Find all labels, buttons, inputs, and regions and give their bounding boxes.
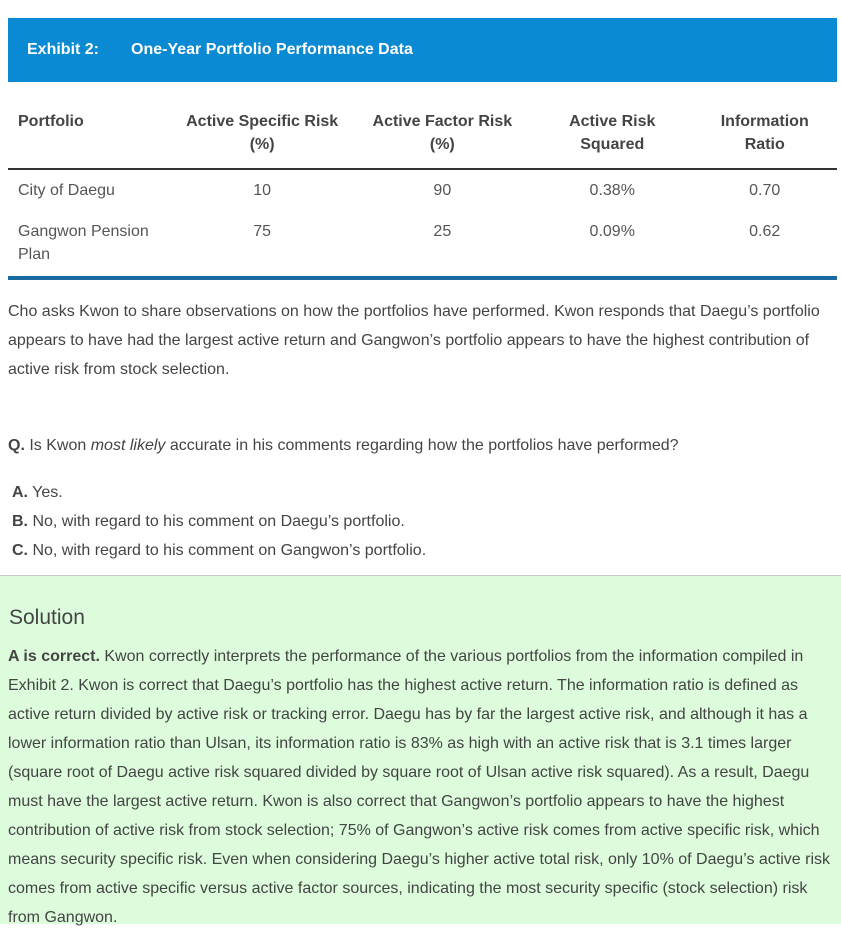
cell-active-factor-risk: 90 (433, 182, 452, 199)
answer-options (12, 478, 832, 565)
cell-information-ratio: 0.70 (749, 182, 781, 199)
solution-body (8, 642, 838, 932)
column-header-unit: (%) (429, 136, 455, 153)
cell-active-risk-squared: 0.09% (532, 211, 692, 278)
performance-table (8, 101, 837, 280)
answer-option-a[interactable] (12, 478, 832, 507)
cell-active-risk-squared: 0.38% (589, 182, 635, 199)
option-letter: A. (12, 484, 28, 501)
column-header-portfolio (8, 101, 172, 169)
solution-text: Kwon correctly interprets the performance of the various portfolios from the information compiled in Exhibit 2. Kwon is correct that Daegu’s portfolio has the highest active return. The information ratio is defined as active return divided by active risk or tracking error. Daegu has by far the largest active risk, and although it has a lower information ratio than Ulsan, its information ratio is 83% as high with an active risk that is 3.1 times larger (square root of Daegu active risk squared divided by square root of Ulsan active risk squared). As a result, Daegu must have the largest active return. Kwon is also correct that Gangwon’s portfolio appears to have the highest contribution of active risk from stock selection; 75% of Gangwon’s active risk comes from active specific risk, which means security specific risk. Even when considering Daegu’s higher active total risk, only 10% of Daegu’s active risk comes from active specific versus active factor sources, indicating the most security specific (stock selection) risk from Gangwon. (8, 648, 831, 926)
column-header-unit: (%) (249, 136, 275, 153)
exhibit-number: Exhibit 2: (27, 41, 100, 58)
column-header-label-line2: Ratio (744, 136, 785, 153)
column-header-label: Active Factor Risk (372, 113, 513, 130)
column-header-active-risk-squared (532, 101, 692, 169)
column-header-active-specific-risk (172, 101, 353, 169)
column-header-information-ratio (692, 101, 837, 169)
context-paragraph: Cho asks Kwon to share observations on how the portfolios have performed. Kwon responds that Daegu’s portfolio appears to have had the largest active return and Gangwon’s portfolio appears to have the highest contribution of active risk from stock selection. (8, 303, 820, 378)
table-row (8, 211, 837, 278)
answer-option-c[interactable] (12, 536, 832, 565)
exhibit-title: One-Year Portfolio Performance Data (131, 41, 413, 58)
cell-active-specific-risk: 10 (253, 182, 272, 199)
exhibit-header (8, 18, 837, 82)
cell-information-ratio: 0.62 (692, 211, 837, 278)
question-text-after: accurate in his comments regarding how the portfolios have performed? (169, 437, 679, 454)
solution-panel (0, 575, 841, 924)
cell-active-factor-risk: 25 (353, 211, 532, 278)
column-header-label: Active Risk (569, 113, 656, 130)
option-letter: C. (12, 542, 28, 559)
column-header-active-factor-risk (353, 101, 532, 169)
column-header-label: Portfolio (18, 113, 84, 130)
question-label: Q. (8, 437, 25, 454)
column-header-label: Information (720, 113, 809, 130)
question-text-before: Is Kwon (29, 437, 87, 454)
option-text: No, with regard to his comment on Daegu’s portfolio. (32, 513, 405, 530)
cell-active-specific-risk: 75 (172, 211, 353, 278)
solution-heading: Solution (9, 606, 85, 629)
question-emphasis: most likely (90, 437, 166, 454)
cell-portfolio: City of Daegu (18, 182, 115, 199)
column-header-label: Active Specific Risk (186, 113, 339, 130)
question (8, 432, 836, 459)
option-text: Yes. (32, 484, 63, 501)
cell-portfolio: Gangwon Pension Plan (8, 211, 172, 278)
column-header-label-line2: Squared (580, 136, 645, 153)
table-row (8, 169, 837, 211)
option-text: No, with regard to his comment on Gangwon’s portfolio. (32, 542, 427, 559)
answer-option-b[interactable] (12, 507, 832, 536)
solution-lead: A is correct. (8, 648, 100, 665)
performance-table-container (8, 101, 837, 280)
option-letter: B. (12, 513, 28, 530)
table-header-row (8, 101, 837, 169)
